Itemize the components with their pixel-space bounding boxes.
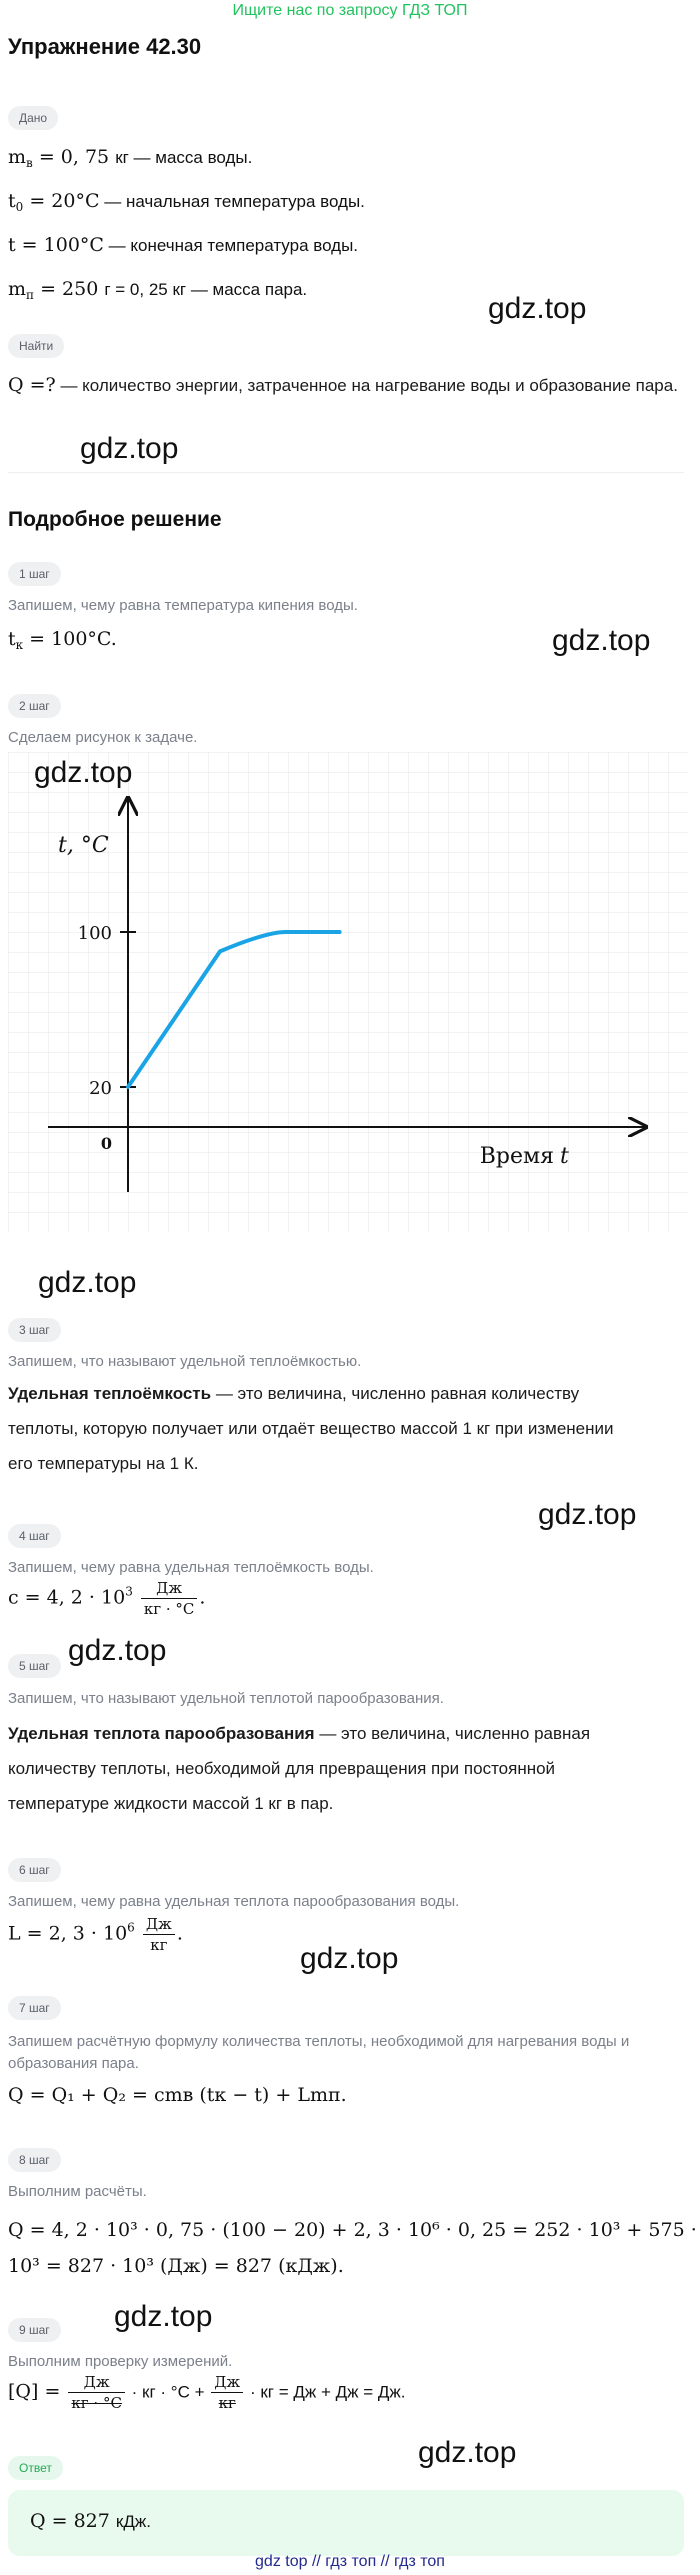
footer-link[interactable]: гдз топ <box>394 2553 445 2570</box>
footer-link[interactable]: gdz top <box>255 2553 308 2570</box>
step-1-caption: Запишем, чему равна температура кипения воды. <box>8 597 358 614</box>
y-axis-label: t, °C <box>58 833 109 858</box>
step-7-label: 7 шаг <box>8 1996 61 2020</box>
step-7-formula: Q = Q₁ + Q₂ = cmв (tк − t) + Lmп. <box>8 2084 347 2106</box>
step-6-label: 6 шаг <box>8 1858 61 1882</box>
watermark: gdz.top <box>300 1942 399 1975</box>
origin-label: 0 <box>100 1134 112 1153</box>
step-4-caption: Запишем, чему равна удельная теплоёмкость воды. <box>8 1559 374 1576</box>
step-9-units-check: [Q] = $\frac{Дж}{кг \cdot ^\circ C}$ · кг · °C + $\frac{Дж}{кг}$ · кг = Дж + Дж = Дж. <box>8 2373 406 2412</box>
step-8-label: 8 шаг <box>8 2148 61 2172</box>
watermark: gdz.top <box>538 1498 637 1531</box>
watermark: gdz.top <box>38 1266 137 1299</box>
watermark: gdz.top <box>68 1634 167 1667</box>
answer-label: Ответ <box>8 2456 63 2480</box>
page-title: Упражнение 42.30 <box>8 34 202 59</box>
given-line-mass-water: $m_в = 0$, 75 кг — масса воды. <box>8 146 253 170</box>
footer-links: gdz top // гдз топ // гдз топ <box>255 2553 445 2570</box>
y-tick-label-20: 20 <box>89 1078 112 1099</box>
watermark: gdz.top <box>552 624 651 657</box>
step-1-formula: $t_к = 100^\circ C$. <box>8 628 117 652</box>
footer-link[interactable]: гдз топ <box>325 2553 377 2570</box>
step-3-label: 3 шаг <box>8 1318 61 1342</box>
step-5-caption: Запишем, что называют удельной теплотой парообразования. <box>8 1690 444 1707</box>
x-axis-label: Время <box>479 1144 554 1169</box>
step-9-label: 9 шаг <box>8 2318 61 2342</box>
search-banner[interactable]: Ищите нас по запросу ГДЗ ТОП <box>232 2 468 19</box>
step-2-caption: Сделаем рисунок к задаче. <box>8 729 198 746</box>
given-line-mass-steam: $m_п = 250$ г = 0, 25 кг — масса пара. <box>8 278 308 302</box>
step-5-label: 5 шаг <box>8 1654 61 1678</box>
given-line-start-temp: $t_0 = 20^\circ C$ — начальная температура воды. <box>8 190 365 214</box>
temperature-time-graph <box>8 752 688 1242</box>
step-6-formula: L = 2, $3 \cdot 10^6$ $\frac{Дж}{кг}$ . <box>8 1915 183 1954</box>
watermark: gdz.top <box>80 432 179 465</box>
step-4-formula: c = 4, $2 \cdot 10^3$ $\frac{Дж}{кг \cdot ^\circ C}$ . <box>8 1579 206 1618</box>
step-9-caption: Выполним проверку измерений. <box>8 2353 233 2370</box>
step-6-caption: Запишем, чему равна удельная теплота парообразования воды. <box>8 1893 460 1910</box>
grid-background <box>8 752 688 1232</box>
find-label: Найти <box>8 334 64 358</box>
step-3-definition: Удельная теплоёмкость — это величина, численно равная количеству теплоты, которую получает или отдаёт вещество массой 1 кг при изменении его температуры на 1 К. <box>8 1384 614 1473</box>
step-8-calculation: Q = 4, 2 · 10³ · 0, 75 · (100 − 20) + 2, 3 · 10⁶ · 0, 25 = 252 · 10³ + 575 · 10³ = 827 · 10³ (Дж) = 827 (кДж). <box>8 2219 697 2277</box>
step-3-caption: Запишем, что называют удельной теплоёмкостью. <box>8 1353 362 1370</box>
step-1-label: 1 шаг <box>8 562 61 586</box>
watermark: gdz.top <box>418 2436 517 2469</box>
solution-title: Подробное решение <box>8 508 222 531</box>
y-tick-label-100: 100 <box>77 923 112 944</box>
find-text: Q =? — количество энергии, затраченное на нагревание воды и образование пара. <box>8 374 678 396</box>
step-2-label: 2 шаг <box>8 694 61 718</box>
given-label: Дано <box>8 106 58 130</box>
divider <box>8 472 684 473</box>
watermark: gdz.top <box>114 2300 213 2333</box>
step-5-definition: Удельная теплота парообразования — это величина, численно равная количеству теплоты, необходимой для превращения при постоянной температуре жидкости массой 1 кг в пар. <box>8 1724 591 1813</box>
x-axis-var: t <box>560 1144 569 1169</box>
watermark: gdz.top <box>34 756 133 789</box>
answer-value: Q = 827 кДж. <box>30 2510 151 2532</box>
step-7-caption: Запишем расчётную формулу количества теплоты, необходимой для нагревания воды и образования пара. <box>8 2033 630 2072</box>
watermark: gdz.top <box>488 292 587 325</box>
given-line-end-temp: t = 100°C — конечная температура воды. <box>8 234 359 256</box>
step-4-label: 4 шаг <box>8 1524 61 1548</box>
step-8-caption: Выполним расчёты. <box>8 2183 147 2200</box>
